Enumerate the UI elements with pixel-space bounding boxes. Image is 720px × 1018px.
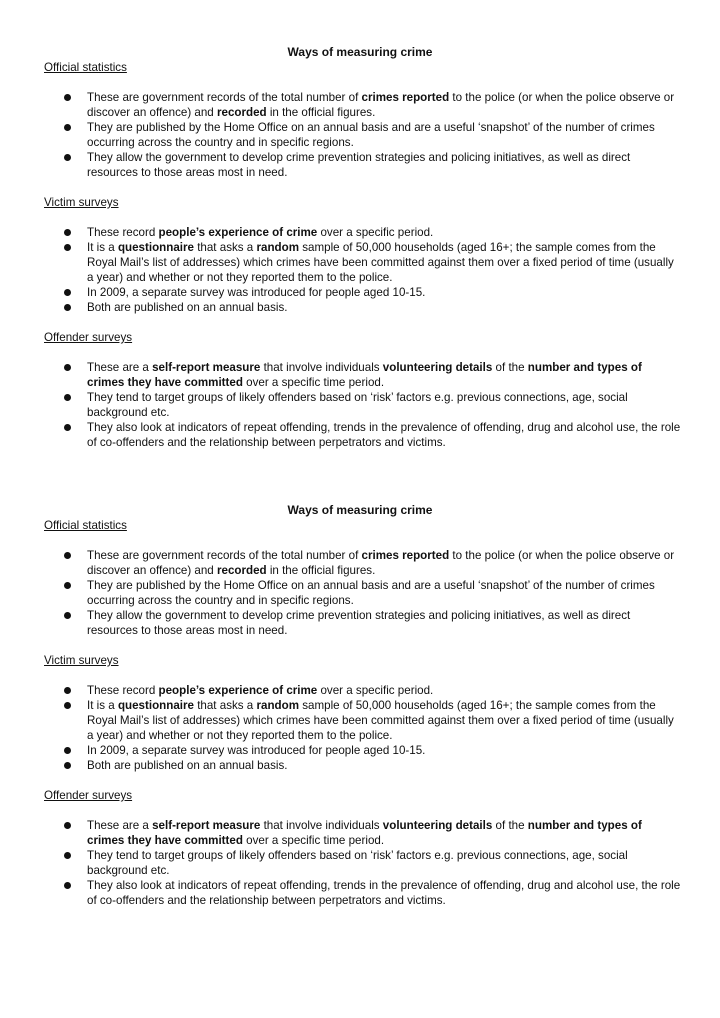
- bold-text: people’s experience of crime: [158, 226, 318, 239]
- text-run: They are published by the Home Office on an annual basis and are a useful ‘snapshot’ of the number of crimes occurring across the country and in specific regions.: [87, 121, 655, 149]
- text-run: They allow the government to develop crime prevention strategies and policing initiatives, as well as direct resources to those areas most in need.: [87, 609, 631, 637]
- list-item: [0, 90, 720, 120]
- bullet-list-offender-surveys: [0, 360, 720, 450]
- text-run: to the police (or when the police observe or discover an offence) and: [87, 549, 675, 577]
- list-item: [0, 698, 720, 743]
- text-run: They tend to target groups of likely offenders based on ‘risk’ factors e.g. previous connections, age, social background etc.: [87, 849, 628, 877]
- text-run: Both are published on an annual basis.: [87, 759, 288, 772]
- bullet-list-victim-surveys: [0, 683, 720, 773]
- list-item: [0, 878, 720, 908]
- bold-text: crimes reported: [361, 91, 450, 104]
- list-item: [0, 285, 720, 300]
- text-run: These record: [87, 226, 159, 239]
- bullet-icon: [64, 747, 71, 754]
- document-title: Ways of measuring crime: [287, 45, 433, 59]
- text-run: over a specific time period.: [242, 376, 385, 389]
- text-run: that asks a: [193, 699, 257, 712]
- text-run: In 2009, a separate survey was introduced for people aged 10-15.: [87, 286, 426, 299]
- section-heading-official-statistics: Official statistics: [44, 519, 127, 532]
- bullet-icon: [64, 822, 71, 829]
- text-run: These are government records of the total number of: [87, 91, 362, 104]
- bold-text: self-report measure: [152, 361, 261, 374]
- list-item: [0, 390, 720, 420]
- list-item: [0, 608, 720, 638]
- text-run: sample of 50,000 households (aged 16+; the sample comes from the Royal Mail’s list of addresses) which crimes have been committed against them over a fixed period of time (usually a year) and whether or not they reported them to the police.: [87, 699, 674, 742]
- text-run: These are a: [87, 361, 153, 374]
- text-run: They tend to target groups of likely offenders based on ‘risk’ factors e.g. previous connections, age, social background etc.: [87, 391, 628, 419]
- bullet-icon: [64, 762, 71, 769]
- bold-text: volunteering details: [382, 361, 493, 374]
- bold-text: people’s experience of crime: [158, 684, 318, 697]
- list-item: [0, 758, 720, 773]
- bullet-list-official-statistics: [0, 90, 720, 180]
- bullet-icon: [64, 154, 71, 161]
- bullet-icon: [64, 289, 71, 296]
- bullet-list-offender-surveys: [0, 818, 720, 908]
- bold-text: volunteering details: [382, 819, 493, 832]
- text-run: It is a: [87, 241, 118, 254]
- text-run: in the official figures.: [266, 106, 376, 119]
- document-block-1: [0, 45, 720, 450]
- bullet-icon: [64, 687, 71, 694]
- text-run: that asks a: [193, 241, 257, 254]
- list-item: [0, 240, 720, 285]
- text-run: These are a: [87, 819, 153, 832]
- text-run: in the official figures.: [266, 564, 376, 577]
- bullet-list-victim-surveys: [0, 225, 720, 315]
- bullet-icon: [64, 702, 71, 709]
- document-block-2: [0, 503, 720, 908]
- text-run: that involve individuals: [260, 361, 383, 374]
- section-heading-official-statistics: Official statistics: [44, 61, 127, 74]
- section-heading-victim-surveys: Victim surveys: [44, 196, 119, 209]
- bullet-icon: [64, 852, 71, 859]
- bullet-icon: [64, 612, 71, 619]
- text-run: They are published by the Home Office on an annual basis and are a useful ‘snapshot’ of the number of crimes occurring across the country and in specific regions.: [87, 579, 655, 607]
- text-run: Both are published on an annual basis.: [87, 301, 288, 314]
- text-run: These are government records of the total number of: [87, 549, 362, 562]
- list-item: [0, 150, 720, 180]
- bold-text: number and types of crimes they have committed: [87, 361, 642, 389]
- section-heading-victim-surveys: Victim surveys: [44, 654, 119, 667]
- text-run: These record: [87, 684, 159, 697]
- bold-text: number and types of crimes they have committed: [87, 819, 642, 847]
- text-run: In 2009, a separate survey was introduced for people aged 10-15.: [87, 744, 426, 757]
- text-run: They also look at indicators of repeat offending, trends in the prevalence of offending, drug and alcohol use, the role of co-offenders and the relationship between perpetrators and victims.: [87, 879, 681, 907]
- text-run: over a specific time period.: [242, 834, 385, 847]
- list-item: [0, 420, 720, 450]
- document-title: Ways of measuring crime: [287, 503, 433, 517]
- bold-text: random: [256, 241, 299, 254]
- bullet-icon: [64, 882, 71, 889]
- text-run: They also look at indicators of repeat offending, trends in the prevalence of offending, drug and alcohol use, the role of co-offenders and the relationship between perpetrators and victims.: [87, 421, 681, 449]
- text-run: of the: [492, 361, 528, 374]
- bullet-icon: [64, 94, 71, 101]
- bullet-icon: [64, 304, 71, 311]
- text-run: It is a: [87, 699, 118, 712]
- list-item: [0, 360, 720, 390]
- bold-text: questionnaire: [117, 699, 194, 712]
- bold-text: questionnaire: [117, 241, 194, 254]
- bullet-icon: [64, 124, 71, 131]
- bullet-icon: [64, 424, 71, 431]
- text-run: of the: [492, 819, 528, 832]
- section-heading-offender-surveys: Offender surveys: [44, 331, 133, 344]
- text-run: to the police (or when the police observe or discover an offence) and: [87, 91, 675, 119]
- bold-text: self-report measure: [152, 819, 261, 832]
- list-item: [0, 120, 720, 150]
- bold-text: recorded: [216, 564, 267, 577]
- bullet-icon: [64, 364, 71, 371]
- list-item: [0, 300, 720, 315]
- text-run: sample of 50,000 households (aged 16+; the sample comes from the Royal Mail’s list of addresses) which crimes have been committed against them over a fixed period of time (usually a year) and whether or not they reported them to the police.: [87, 241, 674, 284]
- bullet-icon: [64, 582, 71, 589]
- list-item: [0, 225, 720, 240]
- text-run: over a specific period.: [317, 226, 434, 239]
- bullet-icon: [64, 394, 71, 401]
- list-item: [0, 743, 720, 758]
- bullet-icon: [64, 244, 71, 251]
- list-item: [0, 683, 720, 698]
- list-item: [0, 848, 720, 878]
- bold-text: random: [256, 699, 299, 712]
- list-item: [0, 548, 720, 578]
- bullet-list-official-statistics: [0, 548, 720, 638]
- bold-text: recorded: [216, 106, 267, 119]
- text-run: over a specific period.: [317, 684, 434, 697]
- text-run: They allow the government to develop crime prevention strategies and policing initiatives, as well as direct resources to those areas most in need.: [87, 151, 631, 179]
- text-run: that involve individuals: [260, 819, 383, 832]
- bold-text: crimes reported: [361, 549, 450, 562]
- list-item: [0, 578, 720, 608]
- bullet-icon: [64, 229, 71, 236]
- section-heading-offender-surveys: Offender surveys: [44, 789, 133, 802]
- bullet-icon: [64, 552, 71, 559]
- list-item: [0, 818, 720, 848]
